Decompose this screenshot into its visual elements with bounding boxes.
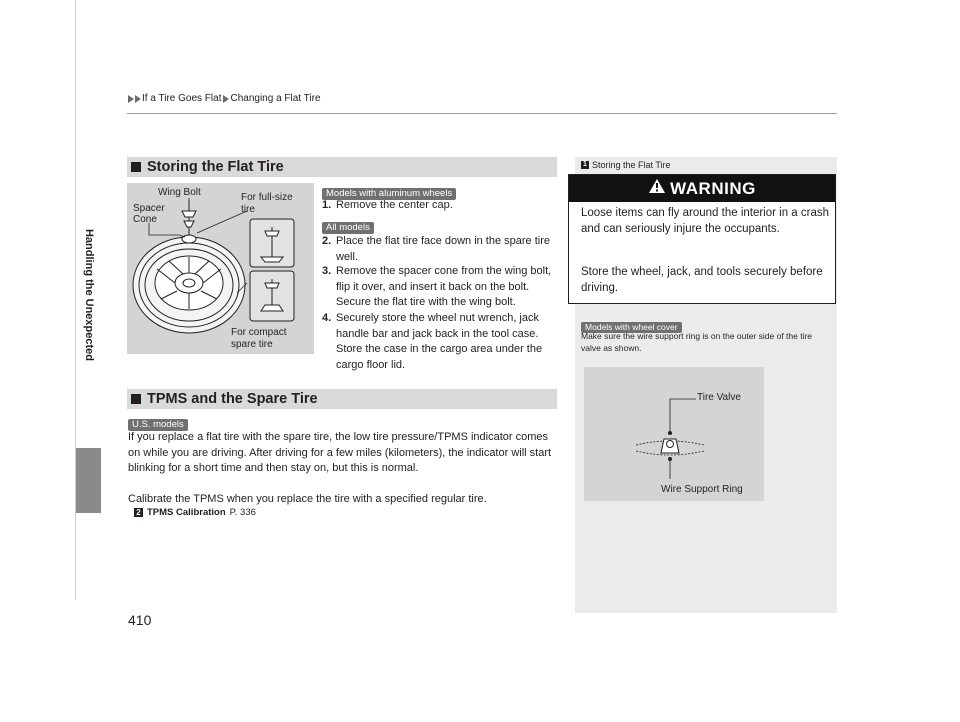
wheel-cover-note: Make sure the wire support ring is on the outer side of the tire valve as shown. bbox=[581, 331, 813, 353]
step-number: 2. bbox=[322, 235, 332, 247]
step-number: 1. bbox=[322, 199, 332, 211]
cross-reference-icon: 2 bbox=[134, 508, 143, 517]
label-wire-support-ring: Wire Support Ring bbox=[661, 484, 743, 495]
warning-text-2: Store the wheel, jack, and tools securely before driving. bbox=[581, 266, 823, 294]
step-4 bbox=[322, 311, 558, 373]
breadcrumb-arrow-icon bbox=[128, 95, 134, 103]
breadcrumb-item-flat-tire[interactable]: If a Tire Goes Flat bbox=[142, 93, 222, 104]
section-heading-tpms bbox=[127, 389, 557, 409]
section-bullet-icon bbox=[131, 394, 141, 404]
side-tab-label: Handling the Unexpected bbox=[83, 228, 95, 362]
tag-text: U.S. models bbox=[128, 419, 188, 431]
label-compact-line1: For compact bbox=[231, 327, 287, 338]
tpms-paragraph-1: If you replace a flat tire with the spare tire, the low tire pressure/TPMS indicator comes on while you are driving. After driving for a few miles (kilometers), the indicator will start blinking for a short time and then stay on, but this is normal. bbox=[128, 431, 552, 475]
step-text: Remove the center cap. bbox=[336, 199, 453, 211]
step-2 bbox=[322, 234, 558, 265]
label-compact-line2: spare tire bbox=[231, 339, 273, 350]
xref-label[interactable]: TPMS Calibration bbox=[147, 507, 226, 518]
breadcrumb-arrow-icon bbox=[135, 95, 141, 103]
label-tire-valve: Tire Valve bbox=[697, 392, 741, 403]
warning-heading bbox=[569, 175, 835, 202]
warning-heading-text: WARNING bbox=[670, 178, 756, 198]
tag-text: Models with aluminum wheels bbox=[322, 188, 456, 200]
section-heading-storing bbox=[127, 157, 557, 177]
step-text: Place the flat tire face down in the spare tire well. bbox=[336, 235, 551, 263]
step-number: 4. bbox=[322, 312, 332, 324]
label-full-size-line1: For full-size bbox=[241, 192, 293, 203]
step-number: 3. bbox=[322, 265, 332, 277]
breadcrumb-arrow-icon bbox=[223, 95, 229, 103]
label-spacer-cone-line1: Spacer bbox=[133, 203, 165, 214]
breadcrumb bbox=[128, 93, 321, 104]
step-3 bbox=[322, 264, 558, 311]
section-bullet-icon bbox=[131, 162, 141, 172]
tpms-paragraph-2: Calibrate the TPMS when you replace the tire with a specified regular tire. bbox=[128, 493, 487, 505]
label-wing-bolt: Wing Bolt bbox=[158, 187, 201, 198]
tag-all-models bbox=[322, 217, 374, 235]
header-rule bbox=[127, 113, 837, 114]
tire-valve-drawing bbox=[584, 367, 764, 501]
step-1 bbox=[322, 198, 558, 214]
tag-text: Models with wheel cover bbox=[581, 322, 682, 333]
page-number: 410 bbox=[128, 612, 152, 628]
label-spacer-cone-line2: Cone bbox=[133, 214, 157, 225]
warning-text-1: Loose items can fly around the interior in a crash and can seriously injure the occupants. bbox=[581, 207, 830, 235]
section-heading-text: TPMS and the Spare Tire bbox=[147, 391, 318, 407]
step-text: Securely store the wheel nut wrench, jack handle bar and jack back in the tool case. Store the case in the cargo area under the cargo floor lid. bbox=[336, 312, 543, 371]
warning-triangle-icon bbox=[648, 178, 666, 199]
tire-valve-illustration bbox=[584, 367, 764, 501]
sidebar-note-title-text: Storing the Flat Tire bbox=[592, 160, 671, 170]
side-tab-marker bbox=[76, 448, 101, 513]
sidebar-note-title bbox=[581, 160, 671, 170]
note-reference-icon: 1 bbox=[581, 161, 589, 169]
xref-tpms-calibration[interactable] bbox=[134, 507, 256, 518]
breadcrumb-item-changing[interactable]: Changing a Flat Tire bbox=[230, 93, 321, 104]
section-heading-text: Storing the Flat Tire bbox=[147, 159, 284, 175]
tag-text: All models bbox=[322, 222, 374, 234]
xref-page: P. 336 bbox=[229, 507, 256, 518]
label-full-size-line2: tire bbox=[241, 204, 255, 215]
step-text: Remove the spacer cone from the wing bolt, flip it over, and insert it back on the bolt. Secure the flat tire with the wing bolt. bbox=[336, 265, 552, 309]
